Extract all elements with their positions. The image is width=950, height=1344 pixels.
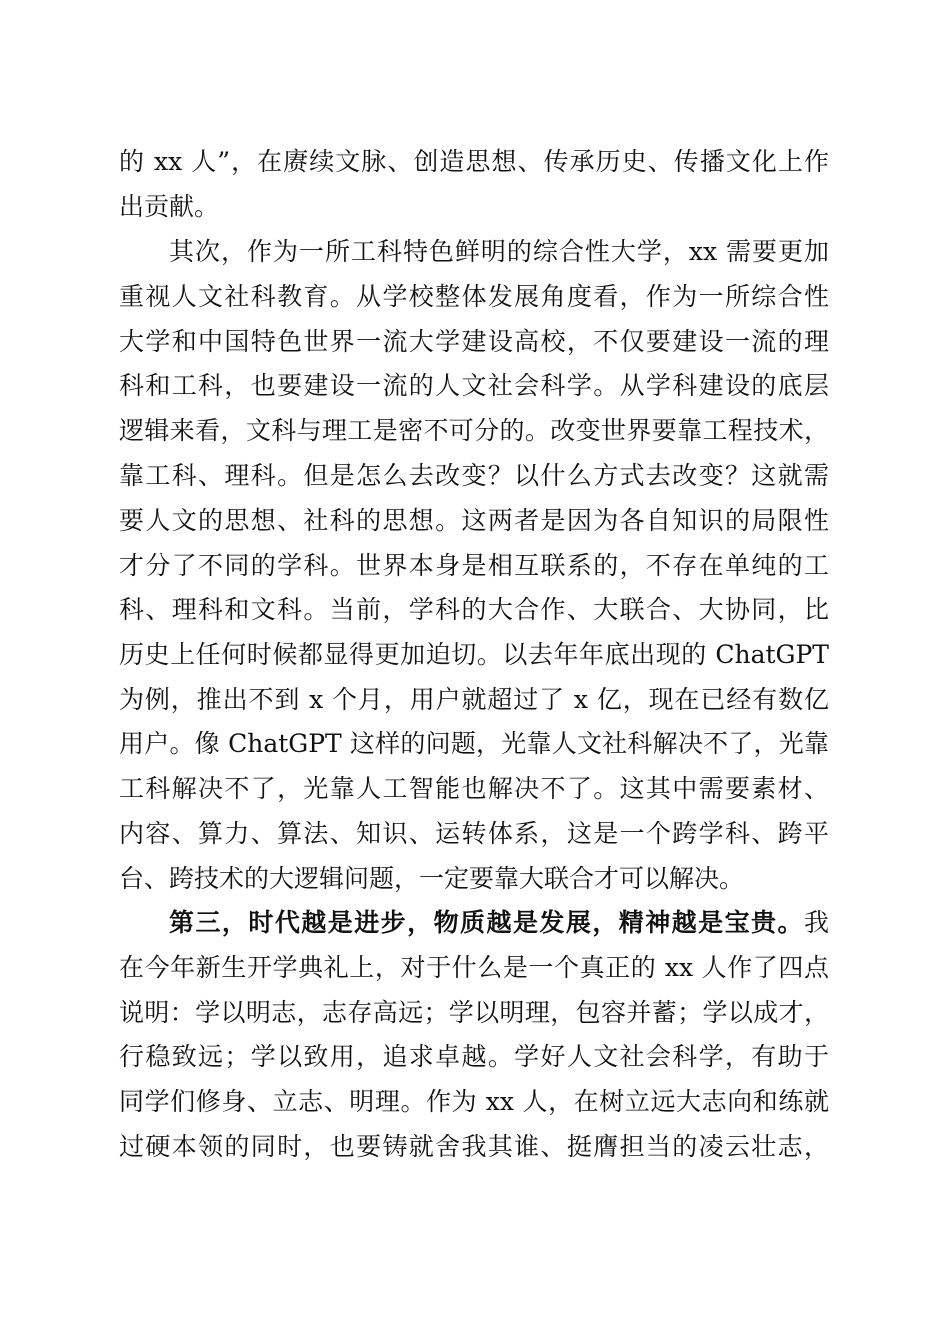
text-line: 过硬本领的同时，也要铸就舍我其谁、挺膺担当的凌云壮志， [119, 1132, 829, 1161]
text-line: 要人文的思想、社科的思想。这两者是因为各自知识的局限性 [119, 506, 829, 535]
text-line: 大学和中国特色世界一流大学建设高校，不仅要建设一流的理 [119, 327, 829, 356]
text-line: 在今年新生开学典礼上，对于什么是一个真正的 xx 人作了四点 [119, 953, 829, 982]
text-line: 同学们修身、立志、明理。作为 xx 人，在树立远大志向和练就 [119, 1087, 829, 1116]
text-line: 科、理科和文科。当前，学科的大合作、大联合、大协同，比 [119, 595, 829, 624]
text-line: 出贡献。 [119, 192, 220, 221]
text-line: 重视人文社科教育。从学校整体发展角度看，作为一所综合性 [119, 282, 829, 311]
text-line: 工科解决不了，光靠人工智能也解决不了。这其中需要素材、 [119, 774, 829, 803]
text-line [169, 901, 829, 945]
text-line: 行稳致远；学以致用，追求卓越。学好人文社会科学，有助于 [119, 1042, 829, 1071]
text-line: 内容、算力、算法、知识、运转体系，这是一个跨学科、跨平 [119, 819, 829, 848]
text-line: 说明：学以明志，志存高远；学以明理，包容并蓄；学以成才， [119, 998, 829, 1027]
text-line: 其次，作为一所工科特色鲜明的综合性大学，xx 需要更加 [169, 237, 829, 266]
bold-lead-sentence: 第三，时代越是进步，物质越是发展，精神越是宝贵。 [169, 908, 804, 937]
text-line: 为例，推出不到 x 个月，用户就超过了 x 亿，现在已经有数亿 [119, 685, 829, 714]
text-line: 科和工科，也要建设一流的人文社会科学。从学科建设的底层 [119, 371, 829, 400]
text-line: 台、跨技术的大逻辑问题，一定要靠大联合才可以解决。 [119, 864, 745, 893]
text-fragment: 我 [803, 908, 829, 937]
text-line: 用户。像 ChatGPT 这样的问题，光靠人文社科解决不了，光靠 [119, 729, 829, 758]
text-line: 逻辑来看，文科与理工是密不可分的。改变世界要靠工程技术， [119, 416, 829, 445]
text-line: 才分了不同的学科。世界本身是相互联系的，不存在单纯的工 [119, 551, 829, 580]
text-line: 的 xx 人”，在赓续文脉、创造思想、传承历史、传播文化上作 [119, 147, 829, 176]
text-line: 历史上任何时候都显得更加迫切。以去年年底出现的 ChatGPT [119, 640, 829, 669]
text-line: 靠工科、理科。但是怎么去改变？以什么方式去改变？这就需 [119, 461, 829, 490]
